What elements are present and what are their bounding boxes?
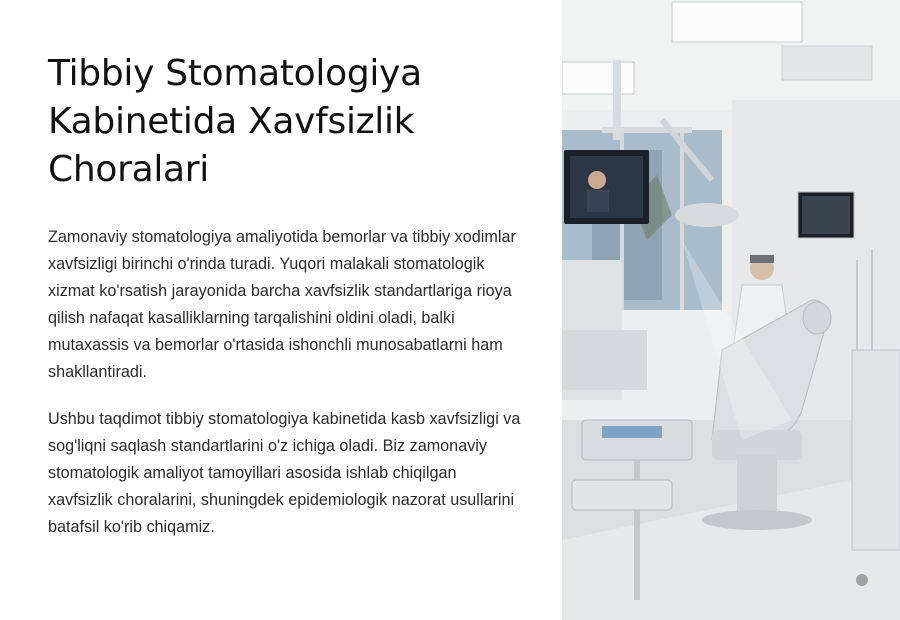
wall-monitor [798, 192, 854, 238]
intro-paragraph: Zamonaviy stomatologiya amaliyotida bemorlar va tibbiy xodimlar xavfsizligi birinchi o'rinda turadi. Yuqori malakali stomatologik xizmat ko'rsatish jarayonida barcha xavfsizlik standartlariga rioya qilish nafaqat kasalliklarning tarqalishini oldini oladi, balki mutaxassis va bemorlar o'rtasida ishonchli munosabatlarni ham shakllantiradi. [48, 228, 516, 381]
dental-clinic-photo [562, 0, 900, 620]
slide-title: Tibbiy Stomatologiya Kabinetida Xavfsizlik Choralari [48, 53, 422, 190]
summary-paragraph: Ushbu taqdimot tibbiy stomatologiya kabinetida kasb xavfsizligi va sog'liqni saqlash standartlarini o'z ichiga oladi. Biz zamonaviy stomatologik amaliyot tamoyillari asosida ishlab chiqilgan xavfsizlik choralarini, shuningdek epidemiologik nazorat usullarini batafsil ko'rib chiqamiz. [48, 410, 521, 536]
